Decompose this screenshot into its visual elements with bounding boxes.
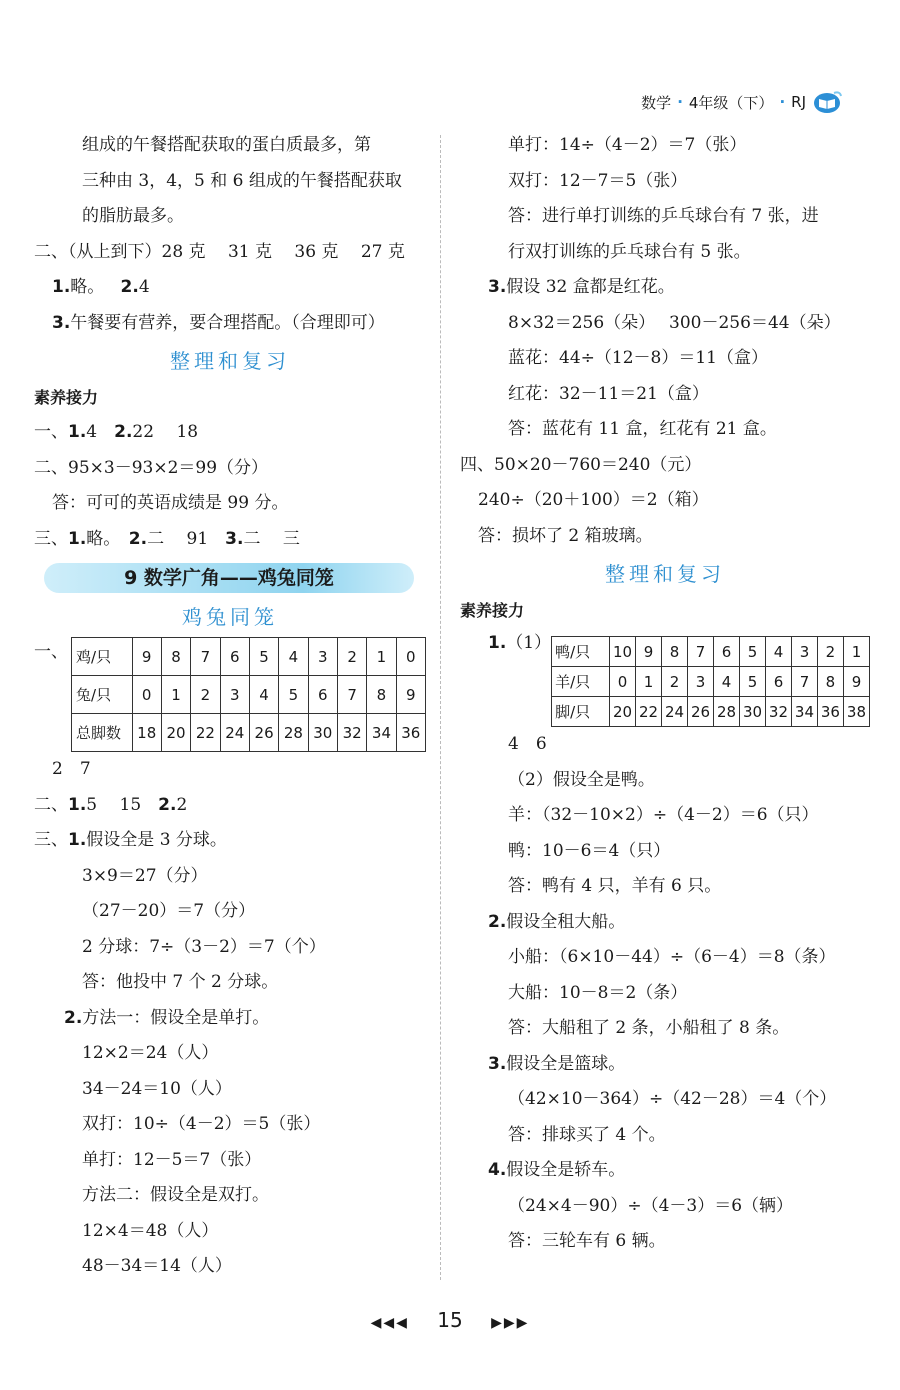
left-column xyxy=(34,128,426,1285)
text-line: 双打：12－7＝5（张） xyxy=(508,170,688,191)
table-cell: 9 xyxy=(843,667,869,697)
text-line: 小船：（6×10－44）÷（6－4）＝8（条） xyxy=(508,947,836,967)
header-dot: · xyxy=(779,93,786,111)
text-line: 2 7 xyxy=(52,759,91,779)
table-cell: 5 xyxy=(249,638,278,676)
table-row xyxy=(552,637,870,667)
table-cell: 6 xyxy=(765,667,791,697)
table-row xyxy=(72,638,426,676)
text-line: 答：可可的英语成绩是 99 分。 xyxy=(52,493,289,513)
bold-heading: 素养接力 xyxy=(460,601,525,620)
text-line: 3×9＝27（分） xyxy=(82,865,208,886)
text-line: 的脂肪最多。 xyxy=(82,206,184,226)
answer-line: 三、1.假设全是 3 分球。 xyxy=(34,830,227,850)
text-line: 34－24＝10（人） xyxy=(82,1078,232,1099)
text-line: 4 6 xyxy=(508,734,547,754)
text-line: 单打：14÷（4－2）＝7（张） xyxy=(508,135,747,155)
table-cell: 9 xyxy=(636,637,662,667)
table-cell: 28 xyxy=(714,697,740,727)
answer-table xyxy=(551,636,870,727)
table-cell: 5 xyxy=(740,637,766,667)
table-row-header: 脚/只 xyxy=(552,697,610,727)
table-cell: 8 xyxy=(161,638,190,676)
page-header xyxy=(641,88,842,116)
text-line: 双打：10÷（4－2）＝5（张） xyxy=(82,1114,321,1134)
answer-line: 3.假设 32 盒都是红花。 xyxy=(488,277,675,297)
text-line: 8×32＝256（朵） 300－256＝44（朵） xyxy=(508,312,841,333)
table-cell: 2 xyxy=(191,676,220,714)
answer-line: 3.午餐要有营养，要合理搭配。（合理即可） xyxy=(52,312,385,333)
table-block xyxy=(34,637,426,752)
header-edition: RJ xyxy=(791,93,806,111)
text-line: 答：他投中 7 个 2 分球。 xyxy=(82,972,279,992)
table-cell: 4 xyxy=(765,637,791,667)
text-line: 蓝花：44÷（12－8）＝11（盒） xyxy=(508,348,768,368)
table-cell: 24 xyxy=(220,714,249,752)
text-line: 行双打训练的乒乓球台有 5 张。 xyxy=(508,241,751,262)
table-cell: 2 xyxy=(817,637,843,667)
text-line: 羊：（32－10×2）÷（4－2）＝6（只） xyxy=(508,805,819,825)
answer-line: 一、1.4 2.22 18 xyxy=(34,422,199,442)
table-row xyxy=(552,697,870,727)
table-cell: 0 xyxy=(610,667,636,697)
table-cell: 6 xyxy=(714,637,740,667)
table-cell: 5 xyxy=(279,676,308,714)
text-line: 方法二：假设全是双打。 xyxy=(82,1185,269,1205)
table-cell: 1 xyxy=(636,667,662,697)
text-line: 答：排球买了 4 个。 xyxy=(508,1124,666,1145)
table-cell: 22 xyxy=(191,714,220,752)
table-cell: 9 xyxy=(132,638,161,676)
table-cell: 9 xyxy=(396,676,425,714)
table-cell: 28 xyxy=(279,714,308,752)
answer-line: 2.方法一：假设全是单打。 xyxy=(64,1007,270,1028)
table-cell: 1 xyxy=(843,637,869,667)
table-cell: 7 xyxy=(688,637,714,667)
table-cell: 30 xyxy=(740,697,766,727)
text-line: 二、95×3－93×2＝99（分） xyxy=(34,457,269,478)
table-cell: 4 xyxy=(714,667,740,697)
next-arrows-icon: ▶▶▶ xyxy=(491,1315,530,1331)
text-line: （42×10－364）÷（42－28）＝4（个） xyxy=(508,1089,837,1109)
table-cell: 7 xyxy=(337,676,366,714)
table-cell: 36 xyxy=(396,714,425,752)
table-block xyxy=(460,628,870,727)
table-cell: 36 xyxy=(817,697,843,727)
table-cell: 6 xyxy=(308,676,337,714)
answer-line: 二、1.5 15 2.2 xyxy=(34,794,188,815)
column-divider xyxy=(440,135,441,1280)
text-line: 答：进行单打训练的乒乓球台有 7 张，进 xyxy=(508,206,819,226)
sub-title: 鸡兔同笼 xyxy=(182,605,278,629)
text-line: 大船：10－8＝2（条） xyxy=(508,982,688,1003)
section-title: 整理和复习 xyxy=(605,562,725,586)
text-line: 答：蓝花有 11 盒，红花有 21 盒。 xyxy=(508,419,777,439)
answer-line: 2.假设全租大船。 xyxy=(488,911,626,932)
text-line: 12×2＝24（人） xyxy=(82,1043,219,1063)
table-row-header: 兔/只 xyxy=(72,676,132,714)
table-cell: 5 xyxy=(740,667,766,697)
text-line: （2）假设全是鸭。 xyxy=(508,769,655,790)
table-row xyxy=(552,667,870,697)
table-cell: 3 xyxy=(220,676,249,714)
text-line: 12×4＝48（人） xyxy=(82,1220,219,1241)
table-cell: 2 xyxy=(662,667,688,697)
table-cell: 34 xyxy=(791,697,817,727)
table-cell: 0 xyxy=(132,676,161,714)
page-footer xyxy=(0,1308,900,1332)
table-cell: 24 xyxy=(662,697,688,727)
answer-table xyxy=(71,637,426,752)
table-cell: 22 xyxy=(636,697,662,727)
text-line: 答：三轮车有 6 辆。 xyxy=(508,1231,666,1251)
text-line: 红花：32－11＝21（盒） xyxy=(508,383,709,404)
text-line: 240÷（20＋100）＝2（箱） xyxy=(478,490,709,510)
table-cell: 0 xyxy=(396,638,425,676)
table-cell: 8 xyxy=(817,667,843,697)
table-cell: 3 xyxy=(688,667,714,697)
table-cell: 38 xyxy=(843,697,869,727)
text-line: 组成的午餐搭配获取的蛋白质最多，第 xyxy=(82,135,371,155)
header-subject: 数学 xyxy=(641,93,672,112)
table-row xyxy=(72,676,426,714)
answer-line: 3.假设全是篮球。 xyxy=(488,1053,626,1074)
text-line: 鸭：10－6＝4（只） xyxy=(508,840,671,861)
table-cell: 8 xyxy=(367,676,396,714)
bold-heading: 素养接力 xyxy=(34,388,99,407)
table-cell: 18 xyxy=(132,714,161,752)
table-cell: 34 xyxy=(367,714,396,752)
text-line: （24×4－90）÷（4－3）＝6（辆） xyxy=(508,1195,794,1216)
table-cell: 1 xyxy=(161,676,190,714)
table-cell: 30 xyxy=(308,714,337,752)
table-cell: 4 xyxy=(279,638,308,676)
text-line: 二、（从上到下）28 克 31 克 36 克 27 克 xyxy=(34,241,405,262)
table-row-header: 鸡/只 xyxy=(72,638,132,676)
table-cell: 20 xyxy=(610,697,636,727)
text-line: 答：损坏了 2 箱玻璃。 xyxy=(478,525,653,546)
table-cell: 7 xyxy=(791,667,817,697)
table-cell: 4 xyxy=(249,676,278,714)
table-row-header: 羊/只 xyxy=(552,667,610,697)
table-row xyxy=(72,714,426,752)
answer-line: 三、1.略。 2.二 91 3.二 三 xyxy=(34,528,300,549)
text-line: 48－34＝14（人） xyxy=(82,1256,232,1276)
header-dot: · xyxy=(677,93,683,111)
table-cell: 26 xyxy=(688,697,714,727)
table-cell: 3 xyxy=(308,638,337,676)
answer-line: 1.略。 2.4 xyxy=(52,277,150,297)
chapter-banner: 9 数学广角——鸡兔同笼 xyxy=(44,563,414,593)
header-grade: 4年级（下） xyxy=(688,93,774,112)
text-line: 答：大船租了 2 条，小船租了 8 条。 xyxy=(508,1018,790,1038)
text-line: 答：鸭有 4 只，羊有 6 只。 xyxy=(508,876,722,896)
question-label: 一、 xyxy=(34,642,68,662)
table-cell: 10 xyxy=(610,637,636,667)
question-number: 1. xyxy=(488,633,507,653)
section-title: 整理和复习 xyxy=(170,349,290,373)
page-number: 15 xyxy=(437,1308,463,1332)
right-column xyxy=(460,128,870,1260)
table-cell: 7 xyxy=(191,638,220,676)
table-cell: 20 xyxy=(161,714,190,752)
answer-line: 4.假设全是轿车。 xyxy=(488,1160,626,1180)
text-line: 2 分球：7÷（3－2）＝7（个） xyxy=(82,936,326,957)
question-sub: （1） xyxy=(506,633,552,653)
text-line: 单打：12－5＝7（张） xyxy=(82,1149,262,1170)
text-line: 四、50×20－760＝240（元） xyxy=(460,454,702,475)
table-cell: 2 xyxy=(337,638,366,676)
book-icon xyxy=(812,90,842,114)
text-line: （27－20）＝7（分） xyxy=(82,901,256,921)
table-cell: 32 xyxy=(337,714,366,752)
table-row-header: 鸭/只 xyxy=(552,637,610,667)
table-cell: 6 xyxy=(220,638,249,676)
prev-arrows-icon: ◀◀◀ xyxy=(370,1315,409,1331)
table-cell: 1 xyxy=(367,638,396,676)
table-cell: 26 xyxy=(249,714,278,752)
table-row-header: 总脚数 xyxy=(72,714,132,752)
table-cell: 32 xyxy=(765,697,791,727)
table-cell: 3 xyxy=(791,637,817,667)
table-cell: 8 xyxy=(662,637,688,667)
text-line: 三种由 3，4，5 和 6 组成的午餐搭配获取 xyxy=(82,170,402,191)
